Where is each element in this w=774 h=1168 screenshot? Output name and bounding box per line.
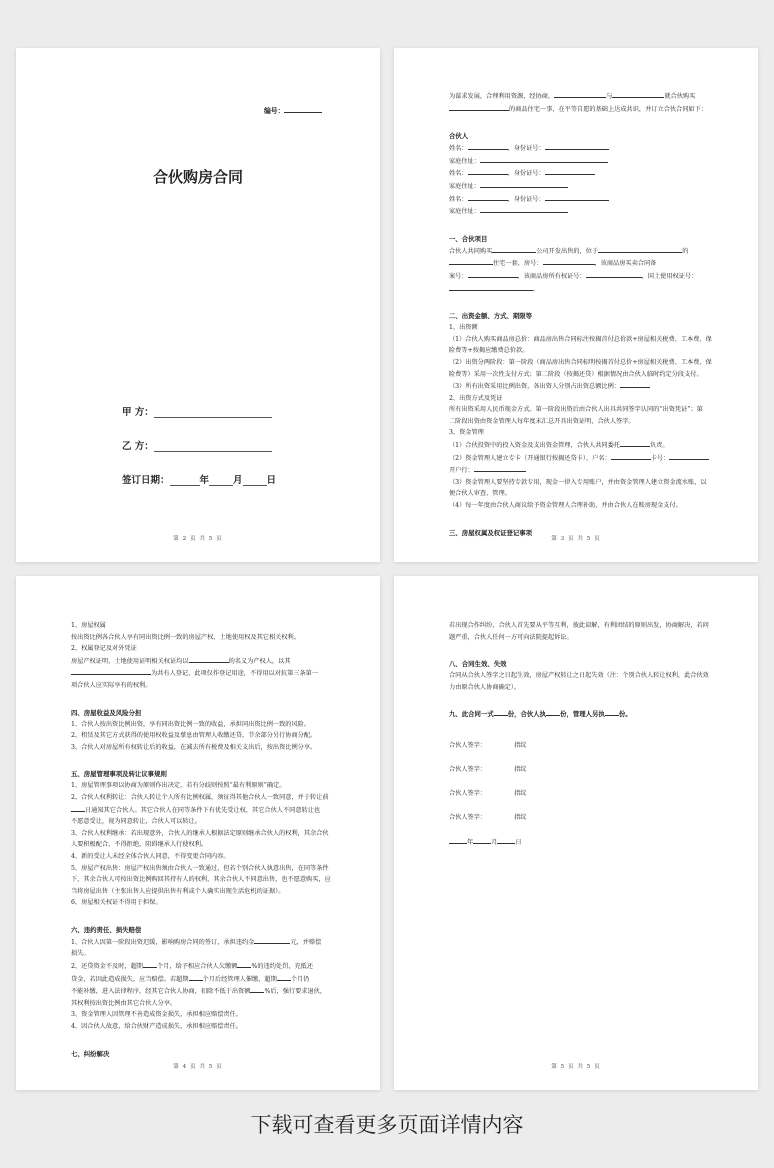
body-line: 2、租赁及其它方式获得的使用权收益及孳息由管理人收缴还贷，节余部分另行协商分配。 — [71, 732, 317, 740]
page-2 — [394, 48, 758, 562]
body-line: 为共有人登记，此项仅作登记用途，不得用以对抗第三条第一 — [71, 667, 331, 680]
signer-row: 合伙人签字： 指纹 — [449, 766, 527, 774]
body-line: 4、因合伙人故意，给合伙财产造成损失，承担相应赔偿责任。 — [71, 1023, 242, 1031]
body-line: 合伙人共同购买 公司开发出售的，位于 的 — [449, 245, 709, 258]
body-line: 6、房屋相关权证不得用于担保。 — [71, 899, 162, 907]
body-line: 下，其余合伙人可按出资比例购回其持有人的权利，其余合伙人不同意出售，也不愿意购买，应 — [71, 876, 331, 884]
page-footer: 第 2 页 共 5 页 — [173, 536, 223, 542]
section-heading: 六、违约责任、损失赔偿 — [71, 925, 142, 934]
partners-heading: 合伙人 — [449, 132, 469, 141]
page-3 — [16, 576, 380, 1090]
intro-line: 为谋求发展，合理利用资源，经协商， 与 就合伙购买 — [449, 90, 709, 103]
body-line: 项合伙人应实际享有的权利。 — [71, 681, 152, 689]
body-line: 便合伙人审查、管理。 — [449, 490, 511, 498]
body-line: 险费等）采用一次性支付方式；第二阶段（按揭还贷）根据情况由合伙人临时约定分段支付。 — [449, 370, 703, 378]
section-heading: 一、合伙项目 — [449, 234, 488, 243]
body-line: 不能补缴，进入法律程序，经其它合伙人协商，扣除不低于出资额 %后，强行要求退伙， — [71, 985, 331, 998]
body-line: 案号： ，该商品房所有权证号： ，国土使用权证号： — [449, 270, 709, 283]
body-line: 力由原合伙人协商确定）。 — [449, 683, 521, 691]
signer-row: 合伙人签字： 指纹 — [449, 790, 527, 798]
body-line: 日通知其它合伙人。其它合伙人在同等条件下有优先受让权，其它合伙人不同意转让也 — [71, 804, 331, 817]
body-line: 按出资比例各合伙人享有同出资比例一致的房屋产权、土地使用权及其它相关权利。 — [71, 633, 300, 641]
party-a-line: 甲 方： — [122, 404, 272, 418]
body-line: 2、还贷资金不及时，超期 个月，给予相应合伙人欠缴额 %的违约处罚，充抵还 — [71, 960, 331, 973]
partner-address: 家庭住址： — [449, 155, 709, 168]
body-line: 3、合伙人对房屋所有权转让后的收益，在减去所有税费及相关支出后，按出资比例分享。 — [71, 743, 317, 751]
body-line: 贷金，若因此造成损失，应当赔偿。若超期 个月后经管理人催缴，超期 个月仍 — [71, 973, 331, 986]
body-line: （4）每一年度由合伙人商议给予资金管理人合理补助，并由合伙人在账房现金支付。 — [449, 502, 682, 510]
body-line: 1、出资额 — [449, 324, 478, 332]
section-heading: 八、合同生效、失效 — [449, 660, 507, 669]
section-heading: 三、房屋权属及权证登记事项 — [449, 528, 533, 537]
body-line: （1）合伙人购买商品房总价：商品房出售合同标注按揭首付总价款+房屋相关税费、工本费、保 — [449, 335, 712, 343]
body-line: 所有出资采用人民币现金方式。第一阶段出资后由合伙人出具共同签字认同的“出资凭证”；第 — [449, 406, 703, 414]
body-line: 合同从合伙人签字之日起生效，房屋产权转让之日起失效（注：个别合伙人转让权利，此合伙效 — [449, 672, 709, 680]
body-line: 4、新的受让人未经全体合伙人同意，不得变更合同内容。 — [71, 852, 230, 860]
body-line: 2、合伙人权利转让：合伙人转让个人所有比例权属，须征得其他合伙人一致同意，并于转让前 — [71, 793, 329, 801]
download-caption: 下载可查看更多页面详情内容 — [250, 1113, 524, 1137]
body-line: 题严重，合伙人任何一方可向法院提起诉讼。 — [449, 633, 573, 641]
body-line: （3）资金管理人要坚持专款专用，现金一律入专用账户，并由资金管理人建立资金流水账，以 — [449, 478, 707, 486]
body-line: 当将房屋出售（主张出售人应提供出售有利或个人确实出现生活危机的证据）。 — [71, 887, 285, 895]
body-line: 5、房屋产权出售：房屋产权出售须由合伙人一致通过，但若个别合伙人执意出售，在同等条件 — [71, 864, 329, 872]
body-line: 损失。 — [71, 950, 90, 958]
body-line: 房屋产权证明、土地使用证明相关权证均以 的名义为产权人，以其 — [71, 655, 331, 668]
section-heading: 四、房屋收益及风险分担 — [71, 708, 142, 717]
body-line: （2）资金管理人建立专卡（开通银行按揭还贷卡），户名： 卡号： — [449, 452, 709, 465]
section-heading: 二、出资金额、方式、期限等 — [449, 312, 533, 321]
partner-address: 家庭住址： — [449, 180, 709, 193]
body-line: 险费等+按揭应缴费总价款。 — [449, 347, 529, 355]
body-line: 开户行： — [449, 464, 709, 477]
section-heading: 五、房屋管理事项及转让议事规则 — [71, 770, 167, 779]
contract-number: 编号： — [264, 105, 322, 115]
body-line: （3）所有出资采用比例出资，各出资人分别占出资总额比例： — [449, 380, 709, 393]
body-line: 若出现合作纠纷，合伙人首先要从平等互利，彼此谅解，有利团结的原则出发，协商解决，若问 — [449, 622, 709, 629]
body-line: 。 — [449, 283, 709, 296]
partner-row: 姓名： ，身份证号： — [449, 142, 709, 155]
signer-row: 合伙人签字： 指纹 — [449, 742, 527, 750]
body-line: 2、权属登记及对外凭证 — [71, 645, 137, 653]
body-line: 1、房屋权属 — [71, 622, 106, 629]
body-line: 其权利按出资比例由其它合伙人分享。 — [71, 999, 177, 1007]
page-footer: 第 5 页 共 5 页 — [551, 1064, 601, 1070]
body-line: 住宅一套，房号： ，该商品房买卖合同备 — [449, 257, 709, 270]
intro-line: 的商品住宅一事，在平等自愿的基础上达成共识，并订立合伙合同如下： — [449, 103, 709, 116]
document-title: 合伙购房合同 — [152, 168, 243, 186]
body-line: 人要积极配合，不得拒绝，阻碍继承人行使权利。 — [71, 841, 208, 849]
date-line: 年 月 日 — [449, 836, 709, 849]
body-line: （1）合伙投资中的投入资金及支出资金管理，合伙人共同委托 负责。 — [449, 439, 709, 452]
body-line: （2）出资分两阶段：第一阶段（商品房出售合同标明按揭首付总价+房屋相关税费、工本费、保 — [449, 358, 712, 366]
party-b-line: 乙 方： — [122, 438, 272, 452]
body-line: 2、出资方式及凭证 — [449, 394, 503, 402]
body-line: 3、资金管理 — [449, 429, 484, 437]
body-line: 1、合伙人按出资比例出资，享有同出资比例一致的收益，承担同出资比例一致的风险。 — [71, 720, 311, 728]
page-4 — [394, 576, 758, 1090]
partner-row: 姓名： ，身份证号： — [449, 193, 709, 206]
body-line: 不愿意受让，视为同意转让，合伙人可以转让。 — [71, 818, 201, 826]
body-line: 1、房屋管理事项以协商为原则作出决定，若有分歧则按照“最有利原则”确定。 — [71, 782, 286, 790]
body-line: 3、资金管理人因管理不善造成资金损失，承担相应赔偿责任。 — [71, 1011, 242, 1019]
partner-row: 姓名： ，身份证号： — [449, 167, 709, 180]
partner-address: 家庭住址： — [449, 205, 709, 218]
body-line: 二阶段出资由资金管理人每年度末汇总开具出资证明，合伙人签字。 — [449, 417, 635, 425]
section-heading: 九、此合同一式 份，合伙人执 份，管理人另执 份。 — [449, 710, 632, 719]
sign-date-line: 签订日期： 年 月 日 — [122, 475, 277, 486]
page-cover — [16, 48, 380, 562]
section-heading: 七、纠纷解决 — [71, 1049, 110, 1058]
body-line: 1、合伙人因第一阶段出资迟缓，影响购房合同的签订，承担违约金 元，并赔偿 — [71, 936, 331, 949]
page-footer: 第 3 页 共 5 页 — [551, 536, 601, 542]
body-line: 3、合伙人权利继承：若出现意外，合伙人的继承人根据法定原则继承合伙人的权利，其余合伙 — [71, 829, 329, 837]
page-footer: 第 4 页 共 5 页 — [173, 1064, 223, 1070]
signer-row: 合伙人签字： 指纹 — [449, 814, 527, 822]
